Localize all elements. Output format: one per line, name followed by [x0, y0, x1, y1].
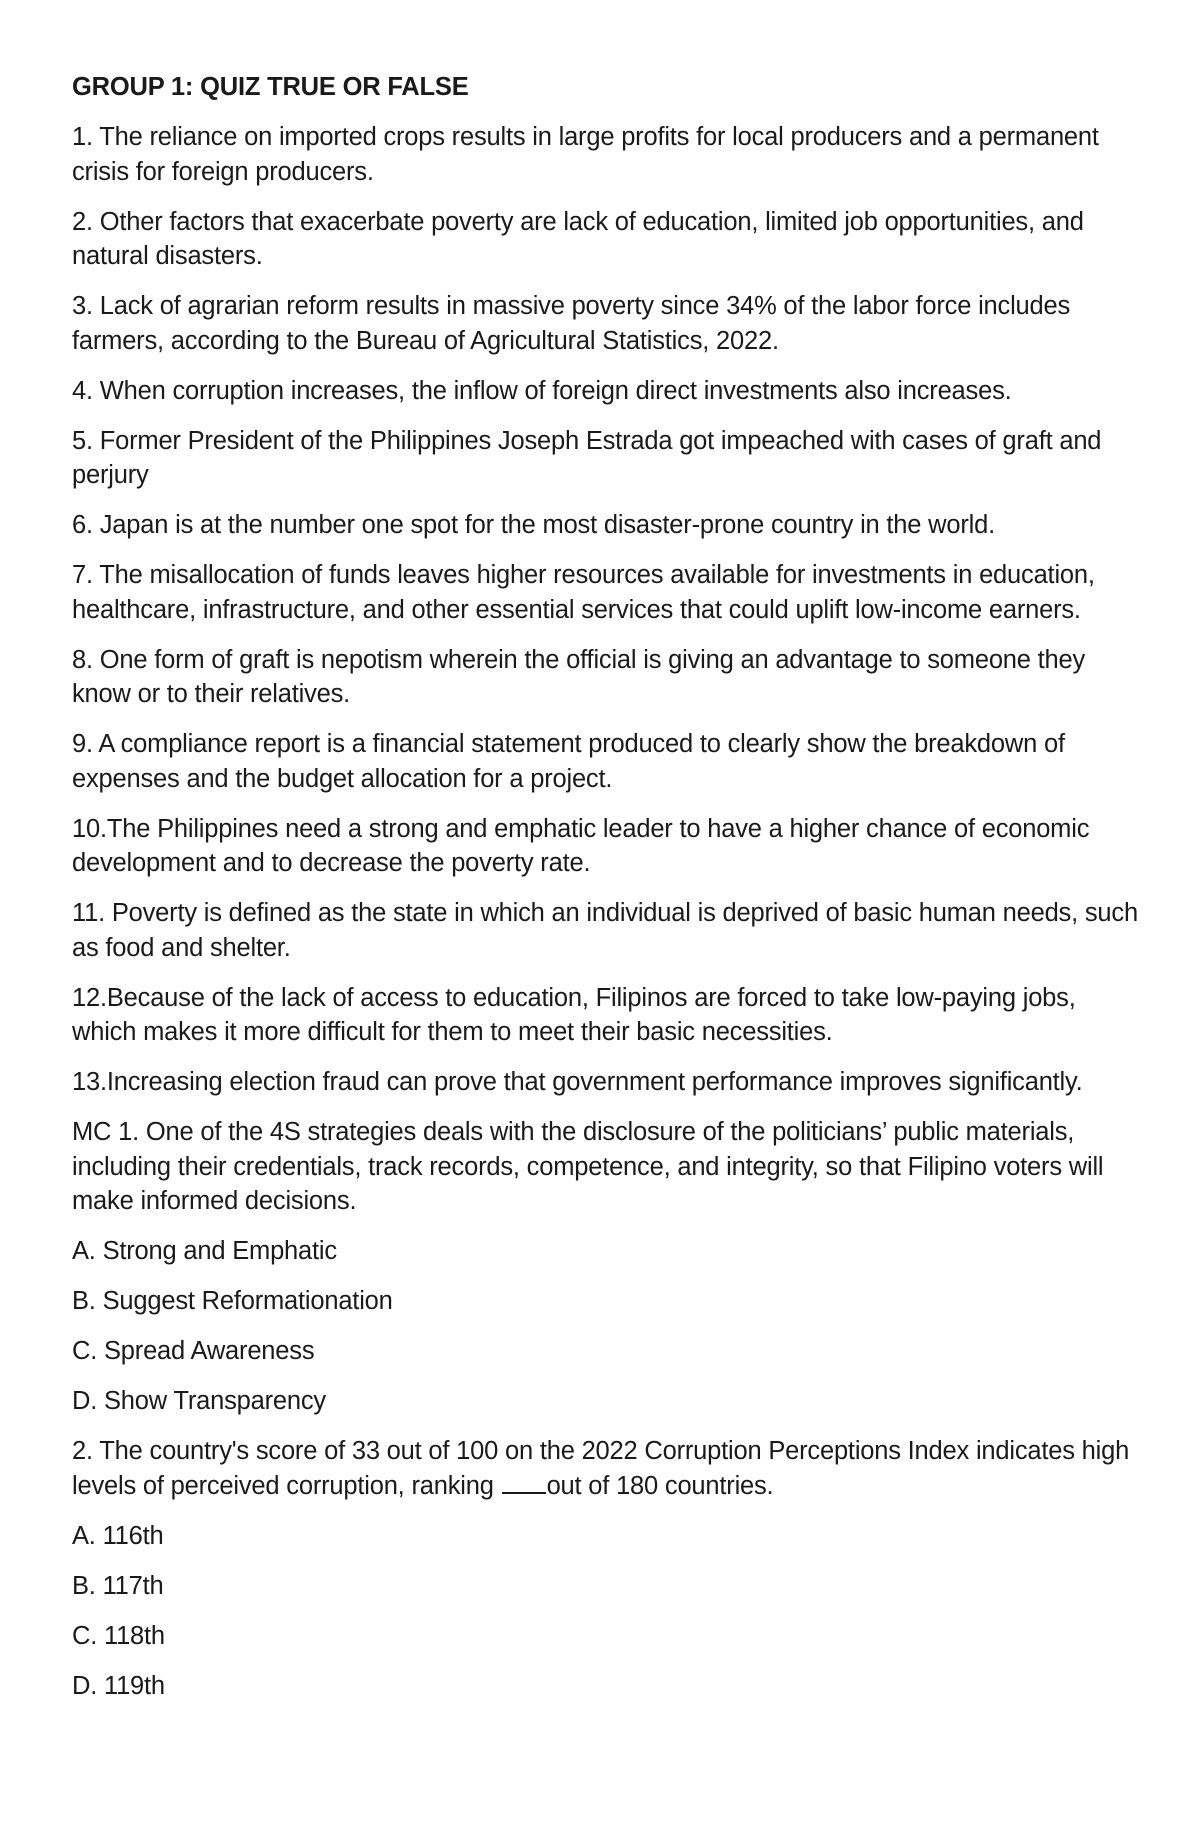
mc2-option-d: D. 119th [72, 1671, 165, 1700]
tf-item-11: 11. Poverty is defined as the state in which an individual is deprived of basic human needs, such as food and shelter. [72, 899, 1138, 962]
quiz-document [72, 70, 1142, 1719]
mc2-option-b: B. 117th [72, 1571, 164, 1600]
tf-item-2: 2. Other factors that exacerbate poverty are lack of education, limited job opportunities, and natural disasters. [72, 207, 1084, 270]
tf-item-7: 7. The misallocation of funds leaves higher resources available for investments in education, healthcare, infrastructure, and other essential services that could uplift low-income earners. [72, 561, 1095, 624]
tf-item-12: 12.Because of the lack of access to education, Filipinos are forced to take low-paying jobs, which makes it more difficult for them to meet their basic necessities. [72, 983, 1076, 1046]
mc1-question: MC 1. One of the 4S strategies deals with the disclosure of the politicians’ public materials, including their credentials, track records, competence, and integrity, so that Filipino voters will make informed decisions. [72, 1118, 1104, 1215]
mc1-option-c: C. Spread Awareness [72, 1337, 315, 1365]
mc2-option-a: A. 116th [72, 1521, 164, 1550]
tf-item-4: 4. When corruption increases, the inflow of foreign direct investments also increases. [72, 376, 1012, 405]
answer-blank [502, 1470, 546, 1494]
tf-item-13: 13.Increasing election fraud can prove that government performance improves significantly. [72, 1068, 1083, 1096]
tf-item-5: 5. Former President of the Philippines Joseph Estrada got impeached with cases of graft and perjury [72, 426, 1102, 489]
mc1-option-d: D. Show Transparency [72, 1387, 326, 1415]
mc2-question-before-blank: 2. The country's score of 33 out of 100 on the 2022 Corruption Perceptions Index indicates high levels of perceived corruption, ranking [72, 1437, 1130, 1500]
mc2-option-c: C. 118th [72, 1621, 165, 1650]
tf-item-6: 6. Japan is at the number one spot for the most disaster-prone country in the world. [72, 511, 995, 539]
quiz-title: GROUP 1: QUIZ TRUE OR FALSE [72, 73, 469, 101]
mc1-option-a: A. Strong and Emphatic [72, 1237, 337, 1265]
tf-item-3: 3. Lack of agrarian reform results in massive poverty since 34% of the labor force includes farmers, according to the Bureau of Agricultural Statistics, 2022. [72, 292, 1071, 355]
tf-item-1: 1. The reliance on imported crops results in large profits for local producers and a permanent crisis for foreign producers. [72, 123, 1099, 186]
tf-item-10: 10.The Philippines need a strong and emphatic leader to have a higher chance of economic development and to decrease the poverty rate. [72, 814, 1090, 877]
tf-item-9: 9. A compliance report is a financial statement produced to clearly show the breakdown of expenses and the budget allocation for a project. [72, 730, 1065, 793]
mc2-question [72, 1434, 1142, 1503]
mc2-question-after-blank: out of 180 countries. [546, 1471, 774, 1500]
mc1-option-b: B. Suggest Reformationation [72, 1287, 393, 1315]
tf-item-8: 8. One form of graft is nepotism wherein the official is giving an advantage to someone they know or to their relatives. [72, 645, 1086, 708]
